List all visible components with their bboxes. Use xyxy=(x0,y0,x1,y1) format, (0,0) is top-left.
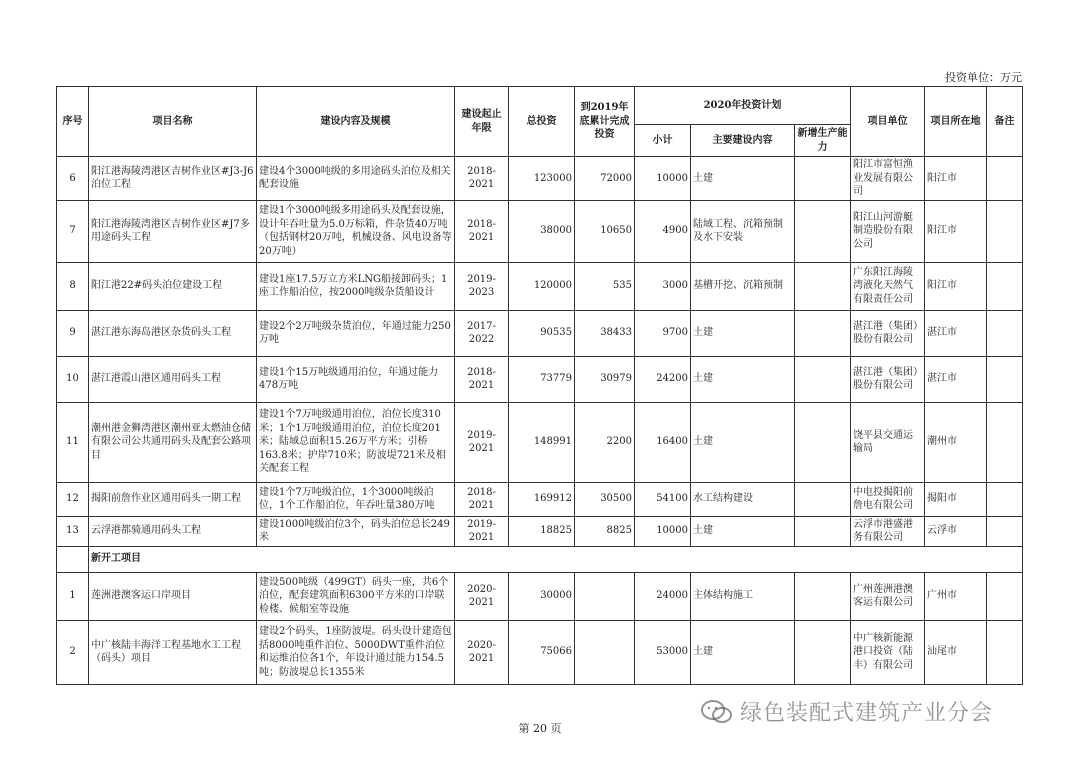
cell-note xyxy=(987,356,1023,402)
cell-unit: 广州莲洲港澳客运有限公司 xyxy=(851,572,925,620)
cell-subtotal: 9700 xyxy=(635,310,691,356)
cell-note xyxy=(987,200,1023,262)
cell-seq: 2 xyxy=(57,620,89,684)
cell-seq: 1 xyxy=(57,572,89,620)
cell-subtotal: 3000 xyxy=(635,262,691,310)
cell-main: 陆域工程、沉箱预制及水下安装 xyxy=(691,200,795,262)
cell-name: 湛江港东海岛港区杂货码头工程 xyxy=(89,310,257,356)
table-row xyxy=(57,516,1023,546)
cell-location: 阳江市 xyxy=(925,157,987,201)
header-total: 总投资 xyxy=(509,87,575,157)
table-row xyxy=(57,620,1023,684)
cell-content: 建设2个码头，1座防波堤。码头设计建造包括8000吨重件泊位、5000DWT重件泊位和运维泊位各1个，年设计通过能力154.5吨；防波堤总长1355米 xyxy=(257,620,455,684)
cell-subtotal: 24200 xyxy=(635,356,691,402)
table-row xyxy=(57,262,1023,310)
cell-content: 建设4个3000吨级的多用途码头泊位及相关配套设施 xyxy=(257,157,455,201)
cell-total: 73779 xyxy=(509,356,575,402)
table-row xyxy=(57,482,1023,516)
cell-subtotal: 16400 xyxy=(635,402,691,482)
cell-content: 建设1000吨级泊位3个，码头泊位总长249米 xyxy=(257,516,455,546)
section-row xyxy=(57,546,1023,572)
cell-subtotal: 54100 xyxy=(635,482,691,516)
cell-done: 30500 xyxy=(575,482,635,516)
cell-period: 2018-2021 xyxy=(455,356,509,402)
cell-period: 2018-2021 xyxy=(455,200,509,262)
cell-unit: 中电投揭阳前詹电有限公司 xyxy=(851,482,925,516)
cell-unit: 中广核新能源港口投资（陆丰）有限公司 xyxy=(851,620,925,684)
header-subtotal: 小计 xyxy=(635,125,691,157)
investment-table xyxy=(56,86,1023,685)
cell-note xyxy=(987,310,1023,356)
header-content: 建设内容及规模 xyxy=(257,87,455,157)
cell-location: 阳江市 xyxy=(925,262,987,310)
cell-seq: 10 xyxy=(57,356,89,402)
cell-name: 湛江港霞山港区通用码头工程 xyxy=(89,356,257,402)
cell-unit: 广东阳江海陵湾液化天然气有限责任公司 xyxy=(851,262,925,310)
cell-seq: 13 xyxy=(57,516,89,546)
cell-total: 123000 xyxy=(509,157,575,201)
cell-location: 云浮市 xyxy=(925,516,987,546)
cell-location: 湛江市 xyxy=(925,310,987,356)
cell-location: 广州市 xyxy=(925,572,987,620)
watermark-text: 绿色装配式建筑产业分会 xyxy=(740,701,994,726)
cell-unit: 湛江港（集团）股份有限公司 xyxy=(851,310,925,356)
header-main-content: 主要建设内容 xyxy=(691,125,795,157)
cell-seq: 12 xyxy=(57,482,89,516)
cell-capacity xyxy=(795,572,851,620)
cell-content: 建设1个15万吨级通用泊位，年通过能力478万吨 xyxy=(257,356,455,402)
section-title: 新开工项目 xyxy=(89,546,1023,572)
header-note: 备注 xyxy=(987,87,1023,157)
cell-main: 土建 xyxy=(691,157,795,201)
cell-main: 基槽开挖、沉箱预制 xyxy=(691,262,795,310)
header-unit: 项目单位 xyxy=(851,87,925,157)
cell-done: 72000 xyxy=(575,157,635,201)
cell-main: 土建 xyxy=(691,356,795,402)
table-row xyxy=(57,157,1023,201)
cell-capacity xyxy=(795,200,851,262)
cell-note xyxy=(987,157,1023,201)
cell-capacity xyxy=(795,402,851,482)
table-row xyxy=(57,356,1023,402)
cell-done: 38433 xyxy=(575,310,635,356)
cell-unit: 阳江市富恒渔业发展有限公司 xyxy=(851,157,925,201)
cell-name: 阳江港海陵湾港区吉树作业区#J7多用途码头工程 xyxy=(89,200,257,262)
header-location: 项目所在地 xyxy=(925,87,987,157)
cell-note xyxy=(987,620,1023,684)
cell-seq: 7 xyxy=(57,200,89,262)
cell-seq: 9 xyxy=(57,310,89,356)
page-number: 第 20 页 xyxy=(518,722,562,735)
table-row xyxy=(57,402,1023,482)
cell-total: 30000 xyxy=(509,572,575,620)
cell-capacity xyxy=(795,620,851,684)
cell-location: 揭阳市 xyxy=(925,482,987,516)
cell-total: 18825 xyxy=(509,516,575,546)
cell-done: 535 xyxy=(575,262,635,310)
cell-unit: 湛江港（集团）股份有限公司 xyxy=(851,356,925,402)
cell-content: 建设500吨级（499GT）码头一座，共6个泊位，配套建筑面积6300平方米的口岸联检楼、候船室等设施 xyxy=(257,572,455,620)
cell-done: 10650 xyxy=(575,200,635,262)
cell-total: 120000 xyxy=(509,262,575,310)
cell-total: 169912 xyxy=(509,482,575,516)
cell-main: 土建 xyxy=(691,620,795,684)
cell-content: 建设1个7万吨级通用泊位，泊位长度310米；1个1万吨级通用泊位，泊位长度201米；陆域总面积15.26万平方米；引桥163.8米；护岸710米；防波堤721米及相关配套工程 xyxy=(257,402,455,482)
cell-content: 建设2个2万吨级杂货泊位，年通过能力250万吨 xyxy=(257,310,455,356)
header-seq: 序号 xyxy=(57,87,89,157)
cell-main: 主体结构施工 xyxy=(691,572,795,620)
cell-period: 2018-2021 xyxy=(455,157,509,201)
cell-total: 38000 xyxy=(509,200,575,262)
cell-note xyxy=(987,402,1023,482)
cell-capacity xyxy=(795,157,851,201)
table-row xyxy=(57,200,1023,262)
cell-name: 云浮港都骑通用码头工程 xyxy=(89,516,257,546)
cell-done: 2200 xyxy=(575,402,635,482)
cell-location: 湛江市 xyxy=(925,356,987,402)
table-row xyxy=(57,310,1023,356)
cell-period: 2020-2021 xyxy=(455,620,509,684)
cell-period: 2019-2023 xyxy=(455,262,509,310)
cell-note xyxy=(987,262,1023,310)
cell-name: 潮州港金狮湾港区潮州亚太燃油仓储有限公司公共通用码头及配套公路项目 xyxy=(89,402,257,482)
cell-seq: 8 xyxy=(57,262,89,310)
cell-seq: 11 xyxy=(57,402,89,482)
cell-note xyxy=(987,482,1023,516)
cell-total: 148991 xyxy=(509,402,575,482)
cell-location: 阳江市 xyxy=(925,200,987,262)
cell-seq: 6 xyxy=(57,157,89,201)
header-plan2020: 2020年投资计划 xyxy=(635,87,851,125)
cell-capacity xyxy=(795,262,851,310)
cell-subtotal: 10000 xyxy=(635,516,691,546)
cell-done: 30979 xyxy=(575,356,635,402)
cell-name: 中广核陆丰海洋工程基地水工工程（码头）项目 xyxy=(89,620,257,684)
cell-subtotal: 10000 xyxy=(635,157,691,201)
header-done: 到2019年底累计完成投资 xyxy=(575,87,635,157)
cell-location: 潮州市 xyxy=(925,402,987,482)
cell-capacity xyxy=(795,482,851,516)
cell-subtotal: 24000 xyxy=(635,572,691,620)
cell-main: 土建 xyxy=(691,402,795,482)
cell-done xyxy=(575,572,635,620)
cell-content: 建设1个3000吨级多用途码头及配套设施，设计年吞吐量为5.0万标箱，件杂货40万吨（包括钢材20万吨，机械设备、风电设备等20万吨） xyxy=(257,200,455,262)
cell-unit: 阳江山河游艇制造股份有限公司 xyxy=(851,200,925,262)
cell-period: 2017-2022 xyxy=(455,310,509,356)
cell-content: 建设1座17.5万立方米LNG船接卸码头；1座工作船泊位，按2000吨级杂货船设计 xyxy=(257,262,455,310)
section-seq-cell xyxy=(57,546,89,572)
cell-period: 2019-2021 xyxy=(455,402,509,482)
cell-name: 阳江港22#码头泊位建设工程 xyxy=(89,262,257,310)
wechat-watermark xyxy=(700,696,993,727)
cell-subtotal: 4900 xyxy=(635,200,691,262)
cell-name: 莲洲港澳客运口岸项目 xyxy=(89,572,257,620)
cell-capacity xyxy=(795,356,851,402)
wechat-icon xyxy=(700,699,734,725)
cell-content: 建设1个7万吨级泊位，1个3000吨级泊位，1个工作船泊位，年吞吐量380万吨 xyxy=(257,482,455,516)
cell-subtotal: 53000 xyxy=(635,620,691,684)
cell-done: 8825 xyxy=(575,516,635,546)
cell-location: 汕尾市 xyxy=(925,620,987,684)
cell-name: 揭阳前詹作业区通用码头一期工程 xyxy=(89,482,257,516)
cell-total: 90535 xyxy=(509,310,575,356)
cell-done xyxy=(575,620,635,684)
cell-unit: 云浮市港盛港务有限公司 xyxy=(851,516,925,546)
cell-name: 阳江港海陵湾港区吉树作业区#J3-J6泊位工程 xyxy=(89,157,257,201)
header-name: 项目名称 xyxy=(89,87,257,157)
cell-main: 土建 xyxy=(691,310,795,356)
cell-period: 2018-2021 xyxy=(455,482,509,516)
cell-note xyxy=(987,572,1023,620)
cell-note xyxy=(987,516,1023,546)
cell-main: 土建 xyxy=(691,516,795,546)
cell-capacity xyxy=(795,516,851,546)
header-period: 建设起止年限 xyxy=(455,87,509,157)
cell-total: 75066 xyxy=(509,620,575,684)
cell-main: 水工结构建设 xyxy=(691,482,795,516)
table-row xyxy=(57,572,1023,620)
cell-period: 2020-2021 xyxy=(455,572,509,620)
header-new-capacity: 新增生产能力 xyxy=(795,125,851,157)
cell-capacity xyxy=(795,310,851,356)
cell-unit: 饶平县交通运输局 xyxy=(851,402,925,482)
cell-period: 2019-2021 xyxy=(455,516,509,546)
investment-unit-label: 投资单位：万元 xyxy=(945,71,1022,84)
